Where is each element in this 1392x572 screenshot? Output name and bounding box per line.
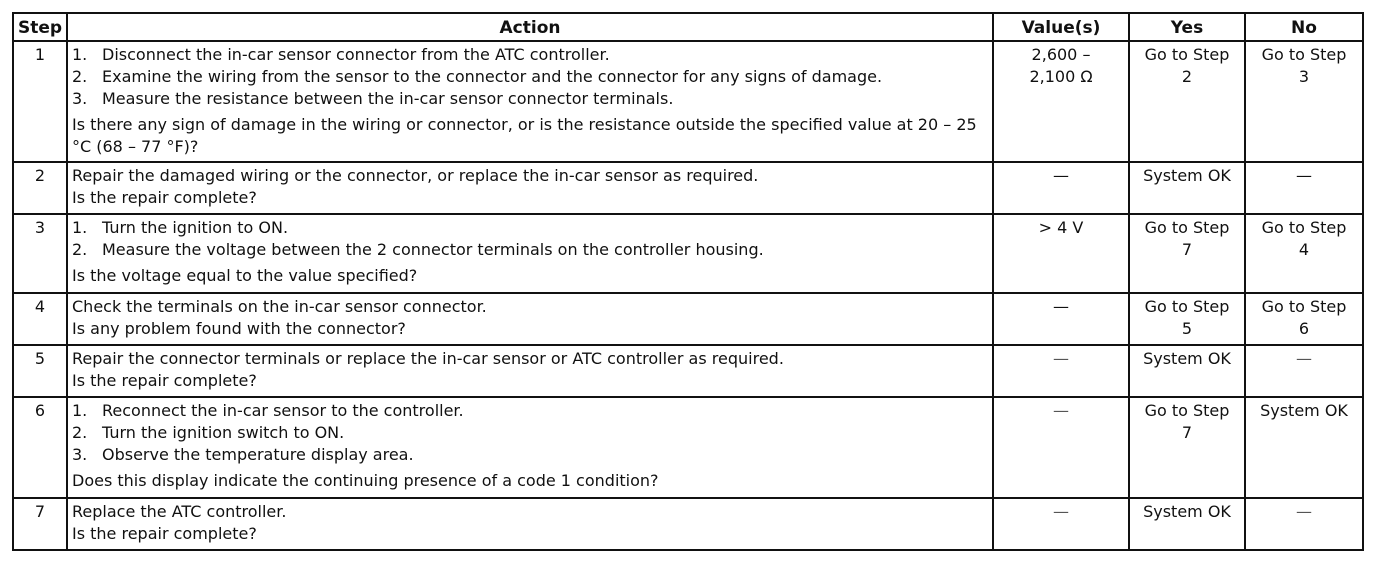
step-number: 5 <box>13 345 67 397</box>
value-cell: — <box>993 498 1129 550</box>
no-cell: — <box>1245 498 1363 550</box>
action-text: Repair the connector terminals or replace the in-car sensor or ATC controller as required. <box>72 349 784 368</box>
yes-cell: System OK <box>1129 345 1245 397</box>
action-step: 1. Turn the ignition to ON. <box>72 218 289 237</box>
step-number: 3 <box>13 214 67 293</box>
step-number: 4 <box>13 293 67 345</box>
header-no: No <box>1245 13 1363 41</box>
action-question: Is the repair complete? <box>72 371 257 390</box>
diagnostic-table <box>12 12 1364 551</box>
yes-cell: System OK <box>1129 498 1245 550</box>
no-cell <box>1245 214 1363 293</box>
action-cell <box>67 293 993 345</box>
value-cell: > 4 V <box>993 214 1129 293</box>
yes-cell <box>1129 397 1245 498</box>
no-goto-label: Go to Step <box>1261 297 1347 316</box>
no-goto-step: 4 <box>1298 240 1310 259</box>
no-cell <box>1245 293 1363 345</box>
yes-goto-step: 7 <box>1181 423 1193 442</box>
no-cell: — <box>1245 345 1363 397</box>
table-row <box>13 293 1363 345</box>
value-line: 2,100 Ω <box>1029 67 1093 86</box>
no-goto-label: Go to Step <box>1261 45 1347 64</box>
action-cell <box>67 162 993 214</box>
action-text: Check the terminals on the in-car sensor connector. <box>72 297 487 316</box>
header-row <box>13 13 1363 41</box>
yes-goto-step: 2 <box>1181 67 1193 86</box>
table-row <box>13 397 1363 498</box>
action-question: Is there any sign of damage in the wiring or connector, or is the resistance outside the specified value at 20 – 25 °C (68 – 77 °F)? <box>72 115 977 156</box>
action-question: Is the repair complete? <box>72 524 257 543</box>
action-text: Repair the damaged wiring or the connector, or replace the in-car sensor as required. <box>72 166 759 185</box>
header-yes: Yes <box>1129 13 1245 41</box>
value-cell: — <box>993 293 1129 345</box>
yes-goto-label: Go to Step <box>1144 297 1230 316</box>
no-goto-label: Go to Step <box>1261 218 1347 237</box>
action-step: 2. Examine the wiring from the sensor to the connector and the connector for any signs of damage. <box>72 67 883 86</box>
yes-goto-step: 7 <box>1181 240 1193 259</box>
table-row <box>13 162 1363 214</box>
yes-cell <box>1129 293 1245 345</box>
action-step: 1. Disconnect the in-car sensor connector from the ATC controller. <box>72 45 610 64</box>
action-cell <box>67 498 993 550</box>
action-cell <box>67 41 993 162</box>
value-cell: — <box>993 345 1129 397</box>
action-step: 2. Turn the ignition switch to ON. <box>72 423 345 442</box>
header-action: Action <box>67 13 993 41</box>
action-question: Is the voltage equal to the value specified? <box>72 266 418 285</box>
yes-cell <box>1129 214 1245 293</box>
action-step: 1. Reconnect the in-car sensor to the controller. <box>72 401 464 420</box>
no-goto-step: 6 <box>1298 319 1310 338</box>
no-goto-step: 3 <box>1298 67 1310 86</box>
step-number: 7 <box>13 498 67 550</box>
table-row <box>13 41 1363 162</box>
step-number: 2 <box>13 162 67 214</box>
no-cell: — <box>1245 162 1363 214</box>
action-question: Is the repair complete? <box>72 188 257 207</box>
action-question: Is any problem found with the connector? <box>72 319 406 338</box>
step-number: 6 <box>13 397 67 498</box>
action-steps <box>72 217 988 261</box>
yes-goto-label: Go to Step <box>1144 45 1230 64</box>
table-row <box>13 214 1363 293</box>
action-step: 3. Measure the resistance between the in-car sensor connector terminals. <box>72 89 674 108</box>
action-cell <box>67 397 993 498</box>
yes-goto-label: Go to Step <box>1144 401 1230 420</box>
yes-cell: System OK <box>1129 162 1245 214</box>
action-question: Does this display indicate the continuing presence of a code 1 condition? <box>72 471 659 490</box>
header-step: Step <box>13 13 67 41</box>
action-step: 3. Observe the temperature display area. <box>72 445 414 464</box>
value-line: 2,600 – <box>1031 45 1091 64</box>
table-row <box>13 498 1363 550</box>
action-cell <box>67 214 993 293</box>
step-number: 1 <box>13 41 67 162</box>
yes-goto-step: 5 <box>1181 319 1193 338</box>
value-cell <box>993 41 1129 162</box>
value-cell: — <box>993 162 1129 214</box>
diagnostic-table-wrapper <box>12 12 1362 551</box>
action-steps <box>72 44 988 110</box>
action-text: Replace the ATC controller. <box>72 502 287 521</box>
action-cell <box>67 345 993 397</box>
yes-goto-label: Go to Step <box>1144 218 1230 237</box>
value-cell: — <box>993 397 1129 498</box>
action-steps <box>72 400 988 466</box>
no-cell: System OK <box>1245 397 1363 498</box>
table-row <box>13 345 1363 397</box>
header-values: Value(s) <box>993 13 1129 41</box>
action-step: 2. Measure the voltage between the 2 connector terminals on the controller housing. <box>72 240 764 259</box>
no-cell <box>1245 41 1363 162</box>
yes-cell <box>1129 41 1245 162</box>
